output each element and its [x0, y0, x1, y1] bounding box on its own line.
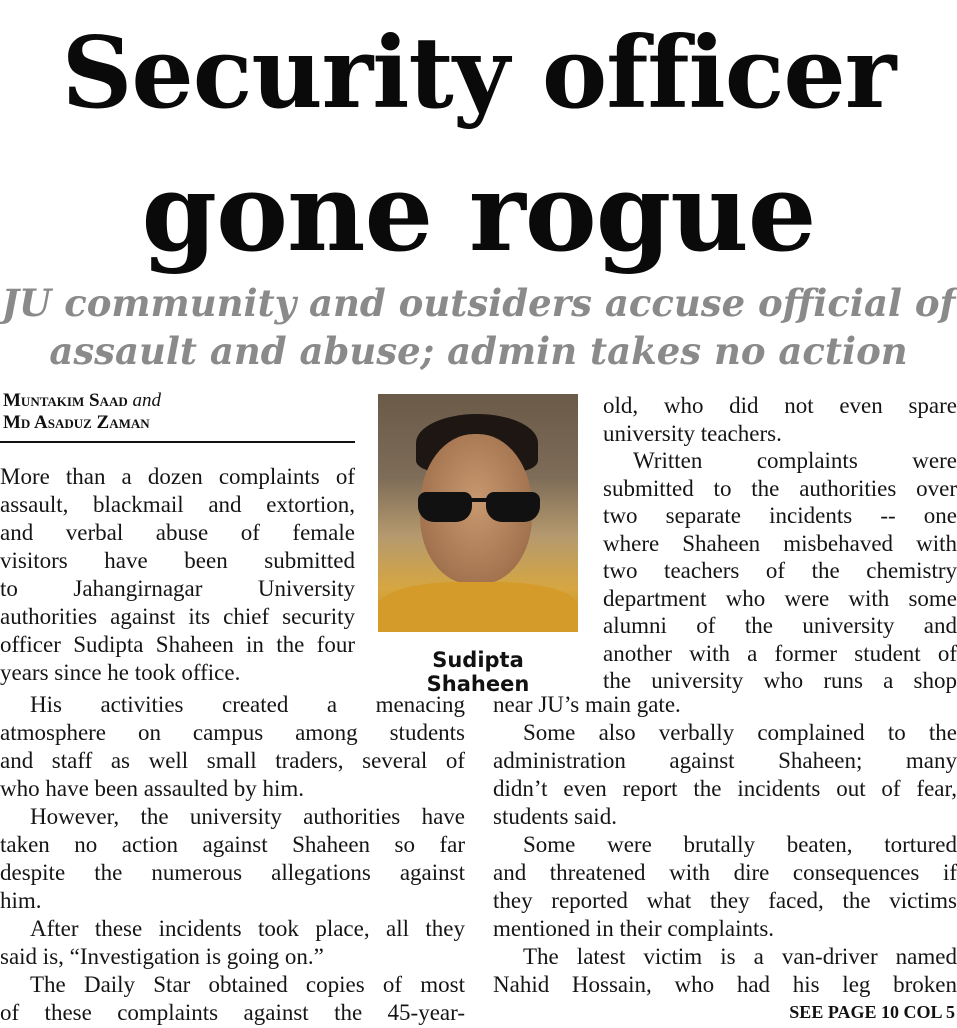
article-line: old, who did not even spare	[603, 393, 957, 418]
article-line: atmosphere on campus among students	[0, 720, 465, 745]
article-line: where Shaheen misbehaved with	[603, 530, 957, 556]
article-line: two separate incidents -- one	[603, 503, 957, 528]
article-line: they reported what they faced, the victims	[493, 888, 957, 913]
article-line: another with a former student of	[603, 640, 957, 666]
article-line: submitted to the authorities over	[603, 475, 957, 501]
article-line: and verbal abuse of female	[0, 520, 355, 545]
byline-author-2: Md Asaduz Zaman	[3, 412, 150, 433]
article-line: years since he took office.	[0, 660, 241, 685]
headline-line-2: gone rogue	[141, 150, 816, 276]
portrait-photo	[378, 394, 578, 632]
article-line: him.	[0, 888, 42, 913]
photo-caption: Sudipta Shaheen	[426, 648, 530, 696]
article-line: The latest victim is a van-driver named	[523, 944, 957, 969]
article-line: and threatened with dire consequences if	[493, 860, 957, 885]
article-line: and staff as well small traders, several of	[0, 748, 465, 773]
photo-shirt	[378, 582, 578, 632]
article-line: two teachers of the chemistry	[603, 558, 957, 583]
article-line: His activities created a menacing	[30, 692, 465, 717]
article-line: despite the numerous allegations against	[0, 860, 465, 885]
article-line: authorities against its chief security	[0, 604, 355, 629]
subheadline-line-1: JU community and outsiders accuse official of	[1, 281, 956, 325]
article-line: to Jahangirnagar University	[0, 576, 355, 601]
headline-line-1: Security officer	[61, 16, 896, 131]
article-line: alumni of the university and	[603, 613, 957, 638]
article-line: Nahid Hossain, who had his leg broken	[493, 972, 957, 997]
article-line: university teachers.	[603, 420, 782, 446]
article-line: Some were brutally beaten, tortured	[523, 832, 957, 857]
article-line: students said.	[493, 804, 617, 829]
article-line: However, the university authorities have	[30, 804, 465, 829]
sunglasses-icon	[418, 492, 542, 524]
author-1-name: Muntakim Saad	[3, 390, 128, 411]
article-line: The Daily Star obtained copies of most	[30, 972, 465, 997]
article-line: mentioned in their complaints.	[493, 916, 775, 941]
article-line: the university who runs a shop	[603, 668, 957, 693]
article-line: said is, “Investigation is going on.”	[0, 944, 324, 969]
article-line: Written complaints were	[633, 448, 957, 473]
byline-rule	[0, 441, 355, 443]
article-line: didn’t even report the incidents out of fear,	[493, 776, 957, 801]
byline-author-1	[3, 390, 161, 412]
article-line: Some also verbally complained to the	[523, 720, 957, 745]
article-line: near JU’s main gate.	[493, 692, 681, 717]
byline-conjunction: and	[132, 390, 161, 411]
article-line: officer Sudipta Shaheen in the four	[0, 632, 355, 657]
article-line: More than a dozen complaints of	[0, 464, 355, 489]
article-line: After these incidents took place, all they	[30, 916, 465, 941]
article-line: assault, blackmail and extortion,	[0, 492, 355, 517]
subheadline-line-2: assault and abuse; admin takes no action	[49, 329, 908, 373]
article-line: department who were with some	[603, 585, 957, 611]
article-line: taken no action against Shaheen so far	[0, 832, 465, 857]
article-line: visitors have been submitted	[0, 548, 355, 573]
article-line: who have been assaulted by him.	[0, 776, 305, 801]
article-line: administration against Shaheen; many	[493, 748, 957, 773]
article-line: of these complaints against the 45-year-	[0, 1000, 465, 1025]
continued-jump-line: SEE PAGE 10 COL 5	[789, 1002, 955, 1022]
